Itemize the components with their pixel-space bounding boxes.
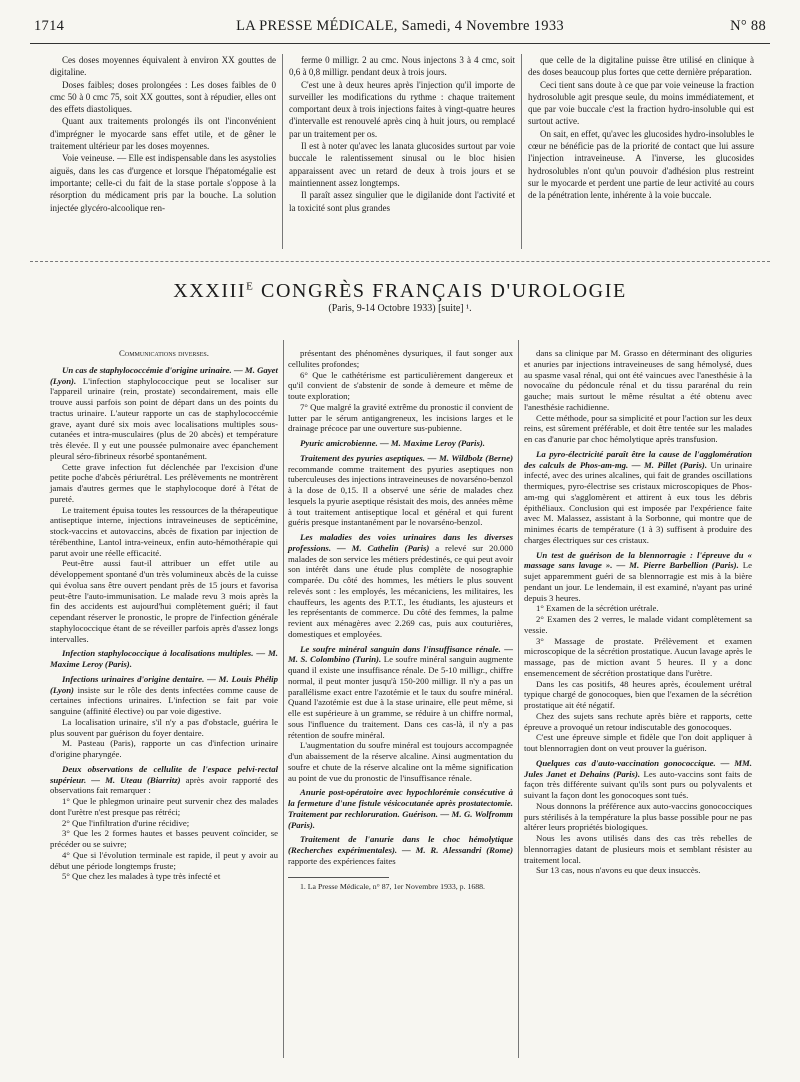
running-header	[30, 18, 770, 40]
paragraph	[50, 717, 278, 739]
communication-text: L'infection staphylococcique peut se localiser sur l'appareil urinaire (rein, prostate) secondairement, mais elle trouve aussi parfois son point de départ dans un des points du tractus urinaire. L'auteur rapporte un cas de staphylococcémie grave, ayant duré six mois avec localisations multiples sous-cutanées et intra-musculaires (plus de 20 abcès) et température très élevée. Il y eut une poussée pulmonaire avec épanchement pleural séro-fibrineux résorbé spontanément.	[50, 375, 278, 461]
section-label: Communications diverses.	[119, 348, 209, 358]
paragraph: Il est à noter qu'avec les lanata glucosides surtout par voie buccale le ralentissement sinusal ou le bloc hisien apparaissent avec un retard de deux à trois jours et se maintiennent assez longtemps.	[289, 141, 515, 188]
paragraph	[50, 818, 278, 829]
communication-text: rapporte des expériences faites	[288, 855, 396, 866]
communication-entry	[50, 674, 278, 717]
section-separator	[30, 261, 770, 263]
communication-text: 3° Massage de prostate. Prélèvement et examen microscopique de la sécrétion prostatique. Aucun lavage après le massage, pas de miction avant 5 heures. Il y a donc ensemencement de sécrétion prostatique dans l'urètre.	[524, 635, 752, 678]
communication-title: Infection staphylococcique à localisations multiples. — M. Maxime Leroy (Paris).	[50, 648, 278, 669]
paragraph	[50, 738, 278, 760]
communication-text: Nous les avons utilisés dans des cas très rebelles de blennorragies datant de plusieurs mois et semblant résister au traitement local.	[524, 833, 752, 865]
communication-entry	[524, 449, 752, 546]
communication-title: Le soufre minéral sanguin dans l'insuffisance rénale. — M. S. Colombino (Turin).	[288, 643, 513, 665]
paragraph: Il paraît assez singulier que le digilanide dont l'activité et la toxicité sont plus grandes	[289, 190, 515, 213]
paragraph: C'est une à deux heures après l'injection qu'il importe de surveiller les modifications du rythme : chaque traitement comportant deux à trois injections faites à vingt-quatre heures d'intervalle est renouvelé après cinq à huit jours, ou remplacé par un traitement per os.	[289, 79, 515, 139]
top-column-3	[528, 54, 754, 202]
paragraph: Ceci tient sans doute à ce que par voie veineuse la fraction hydrosoluble agit presque seule, du moins immédiatement, et que par voie buccale c'est la fraction hydro-insoluble qui est surtout active.	[528, 79, 754, 127]
communication-text: 1° Que le phlegmon urinaire peut survenir chez des malades dont l'urètre n'est presque pas rétréci;	[50, 796, 278, 817]
paragraph	[524, 348, 752, 413]
paragraph	[524, 801, 752, 833]
communication-title: Quelques cas d'auto-vaccination gonococcique. — MM. Jules Janet et Dehains (Paris).	[524, 757, 752, 779]
paragraph	[288, 348, 513, 370]
communication-text: C'est une épreuve simple et fidèle que l'on doit appliquer à tout blennorragien dont on veut prouver la guérison.	[524, 732, 752, 753]
column-divider	[521, 54, 522, 249]
communication-title: Infections urinaires d'origine dentaire. — M. Louis Phélip (Lyon)	[50, 673, 278, 695]
column-divider	[518, 340, 519, 1058]
paragraph: Ces doses moyennes équivalent à environ XX gouttes de digitaline.	[50, 55, 276, 78]
communication-entry	[288, 787, 513, 830]
communication-text: Le traitement épuisa toutes les ressources de la thérapeutique antiseptique interne, injections intraveineuses de septicémine, stock-vaccins et autovaccins, abcès de fixation par injection de térébenthine, Lantol intra-veineux, enfin auto-hémothérapie qui parut avoir une réelle efficacité.	[50, 504, 278, 558]
communication-text: Le sujet apparemment guéri de sa blennorragie est mis à la bière pendant un jour. Le lendemain, il est examiné, n'ayant pas uriné depuis 3 heures.	[524, 560, 752, 603]
paragraph: Doses faibles; doses prolongées : Les doses faibles de 0 cmc 50 à 0 cmc 75, soit XX gouttes, sont à répudier, elles ont des effets diastoliques.	[50, 79, 276, 115]
communication-text: 6° Que le cathétérisme est particulièrement dangereux et qu'il convient de s'abstenir de sonde à demeure et même de toute exploration;	[288, 369, 513, 401]
communication-entry	[288, 644, 513, 741]
communication-title: Pyuric amicrobienne. — M. Maxime Leroy (Paris).	[300, 438, 485, 448]
paragraph: Voie veineuse. — Elle est indispensable dans les asystolies aiguës, dans les cas d'urgence et lorsque l'hépatomégalie est importante; celle-ci du fait de la stase portale s'oppose à la résorption du médicament pris par la bouche. La solution injectée glycéro-alcoolique ren-	[50, 153, 276, 213]
header-rule	[30, 43, 770, 44]
paragraph: Quant aux traitements prolongés ils ont l'inconvénient d'imprégner le myocarde sans effet utile, et de gêner le traitement ultérieur par les doses moyennes.	[50, 116, 276, 152]
communication-text: 2° Examen des 2 verres, le malade vidant complètement sa vessie.	[524, 614, 752, 635]
paragraph	[50, 828, 278, 850]
communication-entry	[524, 550, 752, 604]
paragraph: On sait, en effet, qu'avec les glucosides hydro-insolubles le cœur ne bénéficie pas de la priorité de contact que lui assure l'injection intraveineuse. A l'inverse, les glucosides hydrosolubles n'ont qu'un pouvoir d'adhésion plus restreint sur le myocarde et perdent une partie de leur activité au cours de la pénétration lente, inhérente à la voie buccale.	[528, 128, 755, 201]
communication-text: insiste sur le rôle des dents infectées comme cause de certaines infections urinaires. L'infection se fait par voie sanguine (affinité élective) ou par voie digestive.	[50, 684, 278, 716]
communication-text: 5° Que chez les malades à type très infecté et	[62, 871, 221, 882]
communication-title: La pyro-électricité paraît être la cause de l'agglomération des calculs de Phos-am-mg. — M. Pillet (Paris).	[524, 448, 752, 470]
paragraph	[288, 740, 513, 783]
paragraph	[524, 679, 752, 711]
communication-title: Anurie post-opératoire avec hypochlorémie consécutive à la fermeture d'une fistule vésicocutanée après prostatectomie. Traitement par rechloruration. Guérison. — M. G. Wolfromm (Paris).	[288, 787, 513, 830]
communication-text: Dans les cas positifs, 48 heures après, écoulement urétral typique chargé de gonocoques, bien que l'examen de la sécrétion prostatique ait été négatif.	[524, 678, 752, 710]
communication-text: 3° Que les 2 formes hautes et basses peuvent coïncider, se précéder ou se suivre;	[50, 828, 278, 849]
communication-text: Un urinaire infecté, avec des urines alcalines, qui fait de grandes oscillations thermiques, pyro-électrise ses cristaux microscopiques de Phos-am-mg qui s'agglomèrent et attirent à eux tous les débris épithéliaux. Conclusion qui est imposée par l'expérience faite avec M. Malassez, assistant à la Sorbonne, qui montre que de minimes écarts de température (1 à 3) suffisent à produire des charges électriques sur ces cristaux.	[524, 459, 753, 545]
top-column-2	[289, 54, 515, 214]
communication-title: Les maladies des voies urinaires dans les diverses professions. — M. Cathelin (Paris)	[288, 532, 513, 553]
communication-entry	[50, 648, 278, 670]
communication-title: Un test de guérison de la blennorragie : l'épreuve du « massage sans lavage ». — M. Pierre Barbellion (Paris).	[524, 549, 752, 571]
paragraph	[524, 865, 752, 876]
communication-title: Deux observations de cellulite de l'espace pelvi-rectal supérieur. — M. Uteau (Biarritz)	[50, 763, 278, 785]
communication-text: 2° Que l'infiltration d'urine récidive;	[62, 817, 190, 828]
paragraph: que celle de la digitaline puisse être utilisé en clinique à des doses beaucoup plus fortes que cette dernière préparation.	[528, 55, 754, 78]
column-divider	[282, 54, 283, 249]
communication-entry	[288, 453, 513, 528]
paragraph	[50, 796, 278, 818]
paragraph	[288, 370, 513, 402]
paragraph	[524, 413, 752, 445]
paragraph	[50, 505, 278, 559]
communication-text: Le soufre minéral sanguin augmente quand il existe une insuffisance rénale. De 5-10 milligr., chiffre normal, il peut monter jusqu'à 150-200 milligr. Il n'y a pas un parallélisme exact entre l'azotémie et le taux du soufre minéral. Quand l'azotémie est due à la stase urinaire, elle peut même, si elle est supérieure à un gramme, se réduire à un chiffre normal, sous l'influence du traitement. Dans ces cas-là, il n'y a pas rétention de soufre minéral.	[288, 654, 513, 740]
paragraph	[524, 732, 752, 754]
communication-text: 4° Que si l'évolution terminale est rapide, il peut y avoir au début une période longtemps fruste;	[50, 849, 278, 871]
paragraph	[524, 833, 752, 865]
top-column-1	[50, 54, 276, 214]
footnote-rule	[288, 877, 389, 878]
communication-text: Chez des sujets sans rechute après bière et rapports, cette épreuve a provoqué un retour indiscutable des gonocoques.	[524, 710, 752, 732]
communication-entry	[50, 764, 278, 796]
communication-text: Cette méthode, pour sa simplicité et pour l'action sur les deux reins, est sûrement préférable, et doit être tentée sur les malades en cas d'anurie par choc hémolytique après transfusion.	[524, 412, 752, 444]
communication-text: M. Pasteau (Paris), rapporte un cas d'infection urinaire d'origine pharyngée.	[50, 738, 278, 759]
paragraph: ferme 0 milligr. 2 au cmc. Nous injectons 3 à 4 cmc, soit 0,6 à 0,8 milligr. pendant deux à trois jours.	[289, 55, 515, 78]
paragraph	[524, 636, 752, 679]
paragraph	[50, 462, 278, 505]
page-number: 1714	[34, 18, 65, 34]
communication-text: L'augmentation du soufre minéral est toujours accompagnée d'un abaissement de la réserve alcaline. Ainsi augmentation du soufre et chute de la réserve alcaline ont la même signification au point de vue du pronostic de l'insuffisance rénale.	[288, 740, 513, 783]
communication-entry	[288, 532, 513, 640]
communication-entry	[288, 438, 513, 449]
communication-entry	[288, 834, 513, 866]
communication-entry	[50, 365, 278, 462]
communication-text: a relevé sur 20.000 malades de son service les métiers prédestinés, ce qui peut avoir son intérêt dans une étude plus complète de nosographie comparée. Du côté des hommes, les métiers le plus souvent relevés sont : les employés, les mécaniciens, les militaires, les chauffeurs, les agents des P.T.T., les étudiants, les ajusteurs et les représentants de commerce. Du côté des femmes, la palme revient aux ménagères avec 2.269 cas, puis aux couturières, domestiques et employées.	[288, 542, 514, 639]
column-divider	[283, 340, 284, 1058]
journal-title: LA PRESSE MÉDICALE, Samedi, 4 Novembre 1933	[236, 18, 564, 34]
communication-text: recommande comme traitement des pyuries aseptiques non tuberculeuses des injections intraveineuses de novarséno-benzol à la dose de 0,15. Il a observé une série de malades chez lesquels la pyurie aseptique résistait des mois, des années même à tout traitement antiseptique local et général et qui furent guéris presque instantanément par le novarséno-benzol.	[288, 463, 513, 528]
communication-text: Sur 13 cas, nous n'avons eu que deux insuccès.	[536, 865, 701, 876]
paragraph	[524, 614, 752, 636]
communication-text: 1° Examen de la sécrétion urétrale.	[536, 603, 659, 614]
paragraph	[288, 402, 513, 434]
mid-column-1	[50, 348, 278, 882]
mid-column-2	[288, 348, 513, 891]
paragraph	[524, 711, 752, 733]
communication-text: Les auto-vaccins sont faits de façon très différente suivant qu'ils sont purs ou polyvalents et suivant la façon dont les gonocoques sont tués.	[524, 768, 752, 800]
communication-text: La localisation urinaire, s'il n'y a pas d'obstacle, guérira le plus souvent par guérison du foyer dentaire.	[50, 716, 278, 738]
communication-entry	[524, 758, 752, 801]
communication-title: Traitement de l'anurie dans le choc hémolytique (Recherches expérimentales). — M. R. Alessandri (Rome)	[288, 834, 513, 855]
communication-title: Traitement des pyuries aseptiques. — M. Wildbolz (Berne)	[300, 452, 513, 463]
paragraph	[50, 558, 278, 644]
congress-subtitle: (Paris, 9-14 Octobre 1933) [suite] ¹.	[328, 303, 472, 314]
communication-text: Cette grave infection fut déclenchée par l'excision d'une petite poche d'abcès périurétral. Les prélèvements ne montrèrent jamais d'autres germes que le staphylocoque doré à l'état de pureté.	[50, 461, 278, 504]
communication-text: présentant des phénomènes dysuriques, il faut songer aux cellulites profondes;	[288, 348, 513, 369]
communication-title: Un cas de staphylococcémie d'origine urinaire. — M. Gayet (Lyon).	[50, 364, 278, 386]
communication-text: après avoir rapporté des observations fait remarquer :	[50, 774, 278, 796]
mid-column-3	[524, 348, 752, 876]
communication-text: 7° Que malgré la gravité extrême du pronostic il convient de lutter par le sérum antigangreneux, les incisions larges et le drainage précoce par une ouverture sus-pubienne.	[288, 401, 513, 434]
paragraph	[524, 603, 752, 614]
communication-text: Nous donnons la préférence aux auto-vaccins gonococciques purs stérilisés à la température la plus basse possible pour ne pas altérer leurs propriétés biologiques.	[524, 800, 752, 833]
communication-text: dans sa clinique par M. Grasso en déterminant des oliguries et anuries par injections intraveineuses de sang hémolysé, dues au spasme vasal rénal, qui ont été vaincues avec l'anesthésie à la novocaïne du pédoncule rénal et du tissu pararénal du rein gauche; mais surtout le même résultat a été obtenu avec l'anesthésie rachidienne.	[524, 348, 752, 412]
congress-title: $XXXIII^E$ CONGRÈS FRANÇAIS D'UROLOGIE	[173, 280, 627, 302]
footnote: 1. La Presse Médicale, n° 87, 1er Novembre 1933, p. 1688.	[300, 881, 486, 891]
issue-number: N° 88	[730, 18, 766, 34]
communication-text: Peut-être aussi faut-il attribuer un effet utile au développement spontané d'un très volumineux abcès de la cuisse qui évolua sans être ouvert pendant près de 15 jours et favorisa peut-être l'auto-immunisation. Le malade revu 3 mois après la fin des accidents est aujourd'hui complètement guéri; il faut cependant réserver le pronostic, le propre de l'infection générale staphylococcique étant de se réveiller parfois après d'assez longs intervalles.	[50, 558, 278, 644]
paragraph	[50, 871, 278, 882]
paragraph	[50, 850, 278, 872]
